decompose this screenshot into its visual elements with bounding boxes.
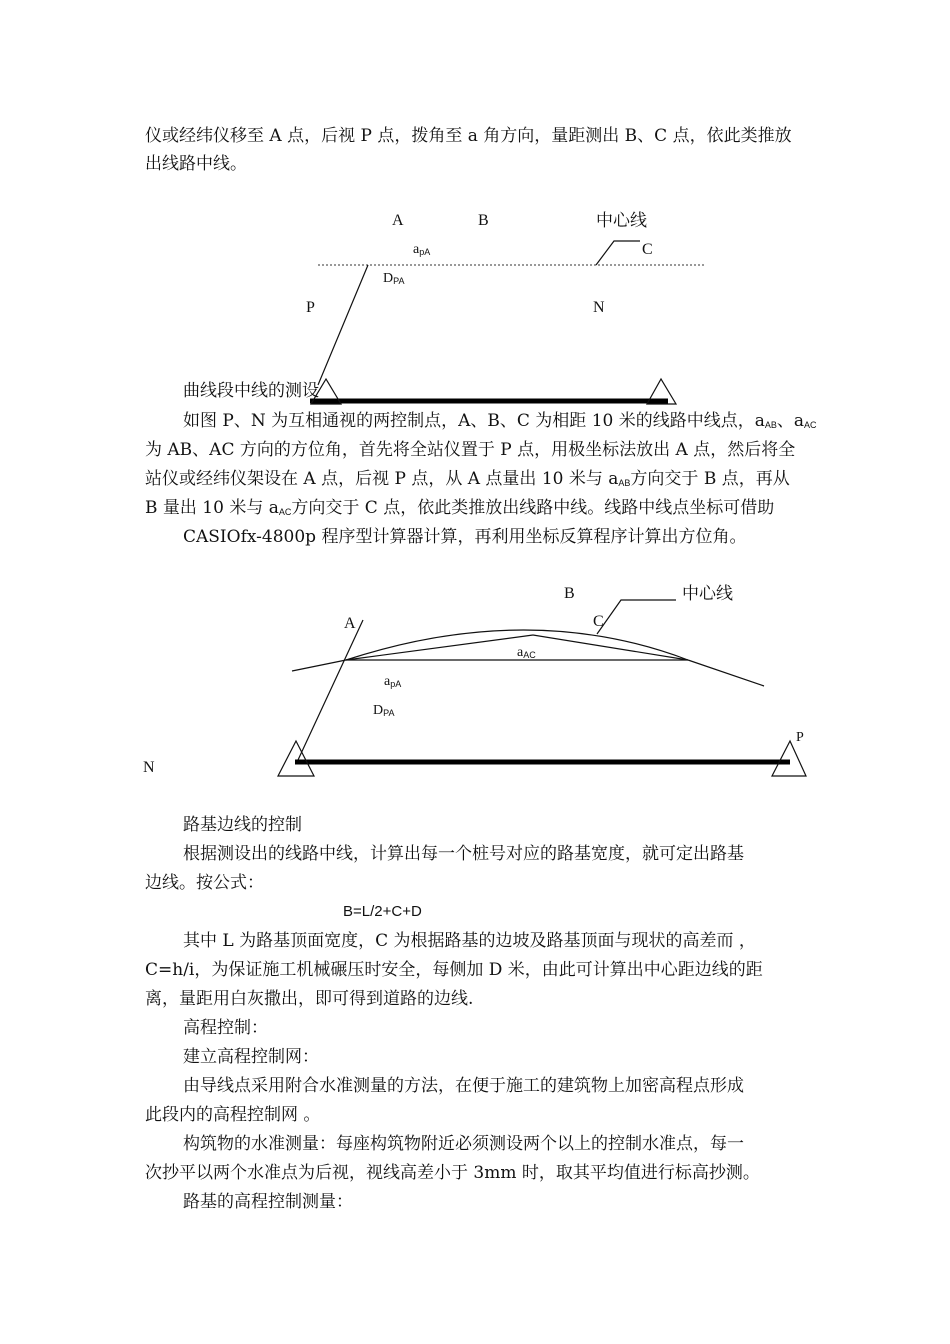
fig2-tangent-right bbox=[688, 660, 764, 686]
roadbed-heading: 路基边线的控制 bbox=[183, 815, 302, 835]
fig1-label-centerline: 中心线 bbox=[596, 211, 647, 231]
fig1-label-N: N bbox=[593, 299, 605, 316]
fig2-label-B: B bbox=[564, 585, 575, 602]
fig1-label-C: C bbox=[642, 241, 653, 258]
fig1-label-B: B bbox=[478, 212, 489, 229]
text-line: 离，量距用白灰撒出，即可得到道路的边线. bbox=[145, 989, 474, 1009]
text-line: B 量出 10 米与 $a_{AC}$方向交于 C 点，依此类推放出线路中线。线路中线点坐标可借助 bbox=[145, 498, 775, 518]
text-line: 次抄平以两个水准点为后视，视线高差小于 3mm 时，取其平均值进行标高抄测。 bbox=[145, 1163, 760, 1183]
text-line: 如图 P、N 为互相通视的两控制点，A、B、C 为相距 10 米的线路中线点，$a_{AB}$、$a_{AC}$ bbox=[183, 411, 817, 431]
fig1-centerline-leader bbox=[596, 241, 640, 265]
text-line: 边线。按公式： bbox=[145, 873, 264, 893]
fig2-label-P: P bbox=[796, 730, 804, 745]
text-line: 其中 L 为路基顶面宽度，C 为根据路基的边坡及路基顶面与现状的高差而 ， bbox=[183, 931, 756, 951]
fig2-label-C: C bbox=[593, 613, 604, 630]
fig2-line-NA bbox=[298, 620, 363, 760]
fig1-line-PA bbox=[318, 265, 368, 385]
fig2-label-DPA: $D_{PA}$ bbox=[373, 703, 395, 718]
fig2-label-apA: $a_{pA}$ bbox=[384, 674, 402, 689]
formula: B=L/2+C+D bbox=[343, 903, 422, 920]
text-line: 为 AB、AC 方向的方位角，首先将全站仪置于 P 点，用极坐标法放出 A 点，然后将全 bbox=[145, 440, 796, 460]
fig1-label-apA: $a_{pA}$ bbox=[413, 242, 431, 257]
fig2-label-centerline: 中心线 bbox=[682, 584, 733, 604]
fig1-label-P: P bbox=[306, 299, 315, 316]
elevation-heading: 高程控制： bbox=[183, 1018, 268, 1038]
text-line: C=h/i，为保证施工机械碾压时安全，每侧加 D 米，由此可计算出中心距边线的距 bbox=[145, 960, 763, 980]
text-line: 仪或经纬仪移至 A 点，后视 P 点，拨角至 a 角方向，量距测出 B、C 点，依此类推放 bbox=[145, 126, 792, 146]
fig2-chord-BC bbox=[533, 635, 688, 660]
fig1-label-A: A bbox=[392, 212, 404, 229]
fig2-label-N: N bbox=[143, 759, 155, 776]
text-line: 路基的高程控制测量： bbox=[183, 1192, 353, 1212]
text-line: 由导线点采用附合水准测量的方法，在便于施工的建筑物上加密高程点形成 bbox=[183, 1076, 744, 1096]
text-line: 出线路中线。 bbox=[145, 154, 247, 174]
fig2-triangle-N bbox=[278, 741, 314, 776]
text-line: 此段内的高程控制网 。 bbox=[145, 1105, 321, 1125]
text-line: 站仪或经纬仪架设在 A 点，后视 P 点，从 A 点量出 10 米与 $a_{AB}$方向交于 B 点，再从 bbox=[145, 469, 790, 489]
fig1-label-DPA: $D_{PA}$ bbox=[383, 271, 405, 286]
text-line: 构筑物的水准测量：每座构筑物附近必须测设两个以上的控制水准点，每一 bbox=[183, 1134, 744, 1154]
fig2-label-A: A bbox=[344, 615, 356, 632]
fig2-centerline-leader bbox=[597, 600, 676, 634]
text-line: 根据测设出的线路中线，计算出每一个桩号对应的路基宽度，就可定出路基 bbox=[183, 844, 744, 864]
fig2-label-aAC: $a_{AC}$ bbox=[517, 645, 536, 660]
fig2-tangent-left bbox=[292, 660, 346, 671]
curve-heading: 曲线段中线的测设 bbox=[183, 381, 319, 401]
text-line: CASIOfx-4800p 程序型计算器计算，再利用坐标反算程序计算出方位角。 bbox=[183, 527, 747, 547]
fig2-chord-AB bbox=[346, 635, 533, 660]
elevation-subheading: 建立高程控制网： bbox=[183, 1047, 319, 1067]
